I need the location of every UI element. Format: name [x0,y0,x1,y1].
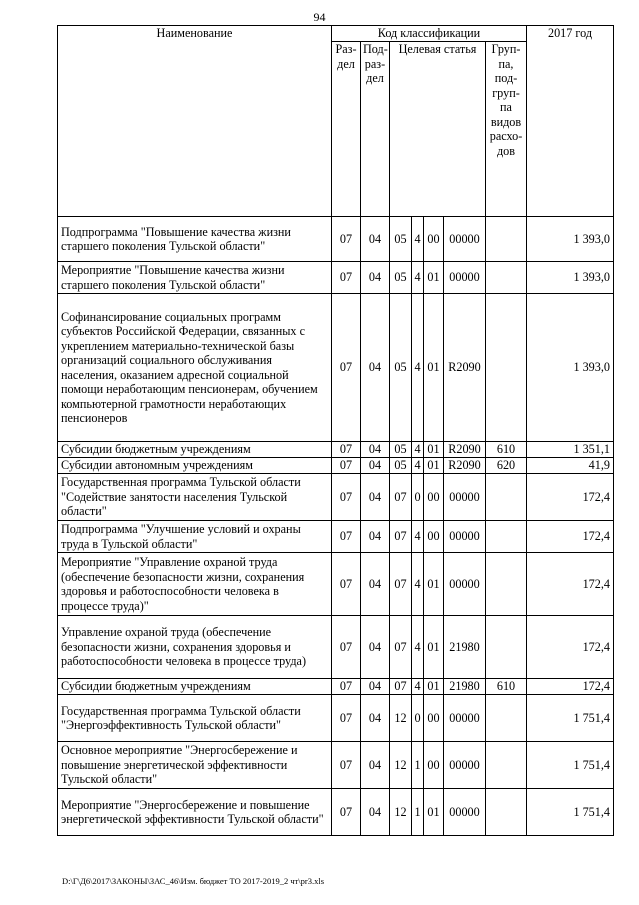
file-path-footer: D:\Г\Д6\2017\ЗАКОНЫ\ЗАС_46\Изм. бюджет ТО 2017-2019_2 чт\pr3.xls [62,876,325,886]
row-amount: 172,4 [527,679,614,695]
row-target-direction: R2090 [444,458,486,474]
row-section: 07 [332,458,361,474]
header-expense-group: Груп- па, под- груп- па видов расхо- дов [486,42,527,217]
row-target-direction: R2090 [444,442,486,458]
row-name: Государственная программа Тульской области "Содействие занятости населения Тульской области" [58,474,332,521]
row-target-program: 07 [390,553,412,616]
row-target-event: 00 [424,742,444,789]
row-amount: 1 751,4 [527,789,614,836]
row-expense-group [486,474,527,521]
row-target-event: 01 [424,442,444,458]
row-section: 07 [332,616,361,679]
table-row [58,262,614,294]
row-name: Субсидии бюджетным учреждениям [58,679,332,695]
row-amount: 1 751,4 [527,695,614,742]
row-amount: 1 351,1 [527,442,614,458]
row-section: 07 [332,695,361,742]
row-name: Управление охраной труда (обеспечение безопасности жизни, сохранения здоровья и работоспособности человека в процессе труда) [58,616,332,679]
table-row [58,442,614,458]
row-amount: 172,4 [527,474,614,521]
row-target-program: 12 [390,695,412,742]
row-subsection: 04 [361,217,390,262]
budget-table [57,25,614,836]
row-target-direction: 00000 [444,789,486,836]
table-row [58,679,614,695]
row-expense-group [486,521,527,553]
row-target-program: 07 [390,474,412,521]
row-target-event: 01 [424,294,444,442]
table-row [58,789,614,836]
row-target-program: 05 [390,458,412,474]
row-expense-group [486,616,527,679]
row-target-program: 12 [390,742,412,789]
row-target-program: 07 [390,616,412,679]
header-classification: Код классификации [332,26,527,42]
row-target-program: 07 [390,679,412,695]
row-expense-group [486,217,527,262]
row-subsection: 04 [361,553,390,616]
row-expense-group: 610 [486,679,527,695]
row-amount: 1 393,0 [527,217,614,262]
table-row [58,695,614,742]
row-section: 07 [332,679,361,695]
row-target-event: 01 [424,679,444,695]
row-subsection: 04 [361,521,390,553]
row-amount: 172,4 [527,616,614,679]
row-target-subprogram: 4 [412,679,424,695]
row-amount: 1 393,0 [527,294,614,442]
row-subsection: 04 [361,442,390,458]
row-section: 07 [332,553,361,616]
row-name: Субсидии бюджетным учреждениям [58,442,332,458]
row-target-direction: 00000 [444,742,486,789]
table-row [58,553,614,616]
row-subsection: 04 [361,742,390,789]
row-target-direction: R2090 [444,294,486,442]
row-target-direction: 00000 [444,695,486,742]
row-expense-group [486,742,527,789]
row-amount: 1 751,4 [527,742,614,789]
row-subsection: 04 [361,789,390,836]
row-name: Софинансирование социальных программ субъектов Российской Федерации, связанных с укреплением материально-технической базы организаций социального обслуживания населения, оказанием адресной социальной помощи неработающим пенсионерам, обучением компьютерной грамотности неработающих пенсионеров [58,294,332,442]
row-target-program: 07 [390,521,412,553]
row-section: 07 [332,442,361,458]
row-section: 07 [332,521,361,553]
header-year: 2017 год [527,26,614,217]
page-number: 94 [313,10,326,24]
row-target-subprogram: 1 [412,742,424,789]
row-target-direction: 21980 [444,616,486,679]
row-subsection: 04 [361,294,390,442]
row-name: Мероприятие "Повышение качества жизни старшего поколения Тульской области" [58,262,332,294]
row-target-event: 00 [424,521,444,553]
row-target-event: 00 [424,217,444,262]
row-target-event: 01 [424,458,444,474]
row-subsection: 04 [361,474,390,521]
row-name: Мероприятие "Управление охраной труда (обеспечение безопасности жизни, сохранения здоровья и работоспособности человека в процессе труда)" [58,553,332,616]
row-target-event: 00 [424,474,444,521]
row-target-subprogram: 4 [412,262,424,294]
row-target-program: 05 [390,262,412,294]
table-row [58,742,614,789]
row-expense-group: 610 [486,442,527,458]
row-expense-group [486,789,527,836]
row-target-subprogram: 1 [412,789,424,836]
row-target-subprogram: 0 [412,695,424,742]
table-row [58,217,614,262]
row-name: Подпрограмма "Улучшение условий и охраны труда в Тульской области" [58,521,332,553]
row-target-direction: 21980 [444,679,486,695]
row-section: 07 [332,294,361,442]
row-expense-group [486,553,527,616]
row-name: Государственная программа Тульской области "Энергоэффективность Тульской области" [58,695,332,742]
row-target-subprogram: 4 [412,553,424,616]
row-target-direction: 00000 [444,474,486,521]
row-target-program: 05 [390,217,412,262]
table-row [58,458,614,474]
header-subsection: Под- раз- дел [361,42,390,217]
row-target-subprogram: 4 [412,442,424,458]
row-target-event: 01 [424,616,444,679]
row-name: Подпрограмма "Повышение качества жизни старшего поколения Тульской области" [58,217,332,262]
row-target-subprogram: 4 [412,521,424,553]
row-target-event: 01 [424,262,444,294]
row-target-subprogram: 4 [412,217,424,262]
row-target-event: 01 [424,553,444,616]
row-expense-group: 620 [486,458,527,474]
row-target-subprogram: 4 [412,294,424,442]
row-amount: 172,4 [527,521,614,553]
row-target-subprogram: 4 [412,458,424,474]
row-target-direction: 00000 [444,262,486,294]
row-section: 07 [332,474,361,521]
row-subsection: 04 [361,616,390,679]
row-target-program: 05 [390,442,412,458]
row-subsection: 04 [361,695,390,742]
row-target-subprogram: 0 [412,474,424,521]
table-row [58,616,614,679]
row-amount: 41,9 [527,458,614,474]
row-target-direction: 00000 [444,553,486,616]
row-name: Основное мероприятие "Энергосбережение и повышение энергетической эффективности Тульской области" [58,742,332,789]
row-section: 07 [332,217,361,262]
row-section: 07 [332,262,361,294]
row-section: 07 [332,789,361,836]
row-target-event: 01 [424,789,444,836]
row-amount: 172,4 [527,553,614,616]
row-target-program: 12 [390,789,412,836]
row-expense-group [486,262,527,294]
row-expense-group [486,695,527,742]
table-row [58,474,614,521]
row-subsection: 04 [361,262,390,294]
row-subsection: 04 [361,458,390,474]
header-section: Раз- дел [332,42,361,217]
header-target-article: Целевая статья [390,42,486,217]
table-body [58,217,614,836]
row-expense-group [486,294,527,442]
header-name: Наименование [58,26,332,217]
table-row [58,294,614,442]
row-subsection: 04 [361,679,390,695]
row-section: 07 [332,742,361,789]
row-target-direction: 00000 [444,521,486,553]
row-target-subprogram: 4 [412,616,424,679]
row-target-event: 00 [424,695,444,742]
row-target-program: 05 [390,294,412,442]
table-row [58,521,614,553]
row-target-direction: 00000 [444,217,486,262]
row-amount: 1 393,0 [527,262,614,294]
row-name: Субсидии автономным учреждениям [58,458,332,474]
row-name: Мероприятие "Энергосбережение и повышение энергетической эффективности Тульской области" [58,789,332,836]
